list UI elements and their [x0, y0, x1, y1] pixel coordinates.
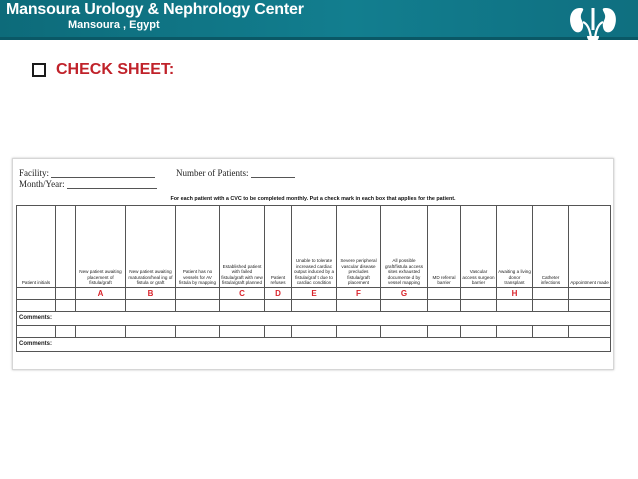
- column-letter: F: [337, 288, 381, 300]
- header-row: [17, 206, 611, 288]
- check-cell[interactable]: [176, 300, 220, 312]
- check-cell[interactable]: [17, 300, 56, 312]
- instruction-text: For each patient with a CVC to be completed monthly. Put a check mark in each box that applies for the patient.: [170, 196, 456, 202]
- comments-label: Comments:: [17, 312, 611, 326]
- check-cell[interactable]: [569, 326, 611, 338]
- check-cell[interactable]: [497, 300, 533, 312]
- checkbox-bullet-icon: [32, 63, 46, 77]
- check-cell[interactable]: [126, 300, 176, 312]
- column-letter: [56, 288, 76, 300]
- month-year-row: [19, 179, 157, 189]
- org-location: Mansoura , Egypt: [68, 19, 160, 31]
- letter-row: [17, 288, 611, 300]
- patients-field[interactable]: [251, 169, 295, 178]
- check-cell[interactable]: [569, 300, 611, 312]
- check-cell[interactable]: [292, 326, 337, 338]
- column-letter: [428, 288, 461, 300]
- facility-row: [19, 168, 155, 178]
- check-cell[interactable]: [337, 326, 381, 338]
- check-cell[interactable]: [76, 326, 126, 338]
- column-letter: C: [220, 288, 265, 300]
- column-header: Established patient with failed fistula/graft with new fistula/graft planned: [220, 206, 265, 288]
- column-letter: D: [265, 288, 292, 300]
- column-header: Appointment made: [569, 206, 611, 288]
- column-header: Awaiting a living donor transplant: [497, 206, 533, 288]
- check-cell[interactable]: [265, 300, 292, 312]
- column-letter: [176, 288, 220, 300]
- column-header: New patient awaiting placement of fistula/graft: [76, 206, 126, 288]
- check-cell[interactable]: [428, 326, 461, 338]
- column-header: Vascular access surgeon barrier: [461, 206, 497, 288]
- check-cell[interactable]: [381, 326, 428, 338]
- column-header: [56, 206, 76, 288]
- check-cell[interactable]: [17, 326, 56, 338]
- patient-row: [17, 300, 611, 312]
- check-cell[interactable]: [381, 300, 428, 312]
- column-letter: A: [76, 288, 126, 300]
- slide-title: [32, 59, 174, 81]
- column-header: All possible graft/fistula access sites exhausted documente d by vessel mapping: [381, 206, 428, 288]
- check-cell[interactable]: [533, 326, 569, 338]
- comments-row: [17, 312, 611, 326]
- patients-row: [176, 168, 295, 178]
- column-header: Unable to tolerate increased cardiac output induced by a fistula/graf t due to cardiac condition: [292, 206, 337, 288]
- check-cell[interactable]: [337, 300, 381, 312]
- month-year-label: Month/Year:: [19, 179, 65, 189]
- check-sheet-table: [16, 205, 611, 352]
- column-header: Patient initials: [17, 206, 56, 288]
- check-cell[interactable]: [461, 326, 497, 338]
- column-header: MD referral barrier: [428, 206, 461, 288]
- org-name: Mansoura Urology & Nephrology Center: [6, 1, 304, 18]
- check-cell[interactable]: [533, 300, 569, 312]
- check-sheet-form: [12, 158, 614, 370]
- kidneys-logo-icon: [566, 2, 620, 46]
- column-header: Patient has no vessels for AV fistula by mapping: [176, 206, 220, 288]
- column-letter: [461, 288, 497, 300]
- column-header: New patient awaiting maturation/heal ing of fistula or graft: [126, 206, 176, 288]
- column-letter: [533, 288, 569, 300]
- column-letter: E: [292, 288, 337, 300]
- check-cell[interactable]: [56, 326, 76, 338]
- column-header: Patient refuses: [265, 206, 292, 288]
- facility-field[interactable]: [51, 169, 155, 178]
- patient-row: [17, 326, 611, 338]
- check-cell[interactable]: [176, 326, 220, 338]
- check-cell[interactable]: [497, 326, 533, 338]
- check-cell[interactable]: [428, 300, 461, 312]
- check-cell[interactable]: [220, 326, 265, 338]
- comments-row: [17, 338, 611, 352]
- column-header: Catheter infections: [533, 206, 569, 288]
- column-letter: B: [126, 288, 176, 300]
- column-header: Severe peripheral vascular disease precludes fistula/graft placement: [337, 206, 381, 288]
- check-cell[interactable]: [220, 300, 265, 312]
- header-band: [0, 0, 638, 40]
- month-year-field[interactable]: [67, 180, 157, 189]
- check-cell[interactable]: [76, 300, 126, 312]
- facility-label: Facility:: [19, 168, 49, 178]
- check-cell[interactable]: [292, 300, 337, 312]
- column-letter: H: [497, 288, 533, 300]
- column-letter: [17, 288, 56, 300]
- check-cell[interactable]: [461, 300, 497, 312]
- check-cell[interactable]: [126, 326, 176, 338]
- patients-label: Number of Patients:: [176, 168, 249, 178]
- comments-label: Comments:: [17, 338, 611, 352]
- check-cell[interactable]: [265, 326, 292, 338]
- column-letter: [569, 288, 611, 300]
- check-cell[interactable]: [56, 300, 76, 312]
- column-letter: G: [381, 288, 428, 300]
- slide-title-text: CHECK SHEET:: [56, 61, 175, 78]
